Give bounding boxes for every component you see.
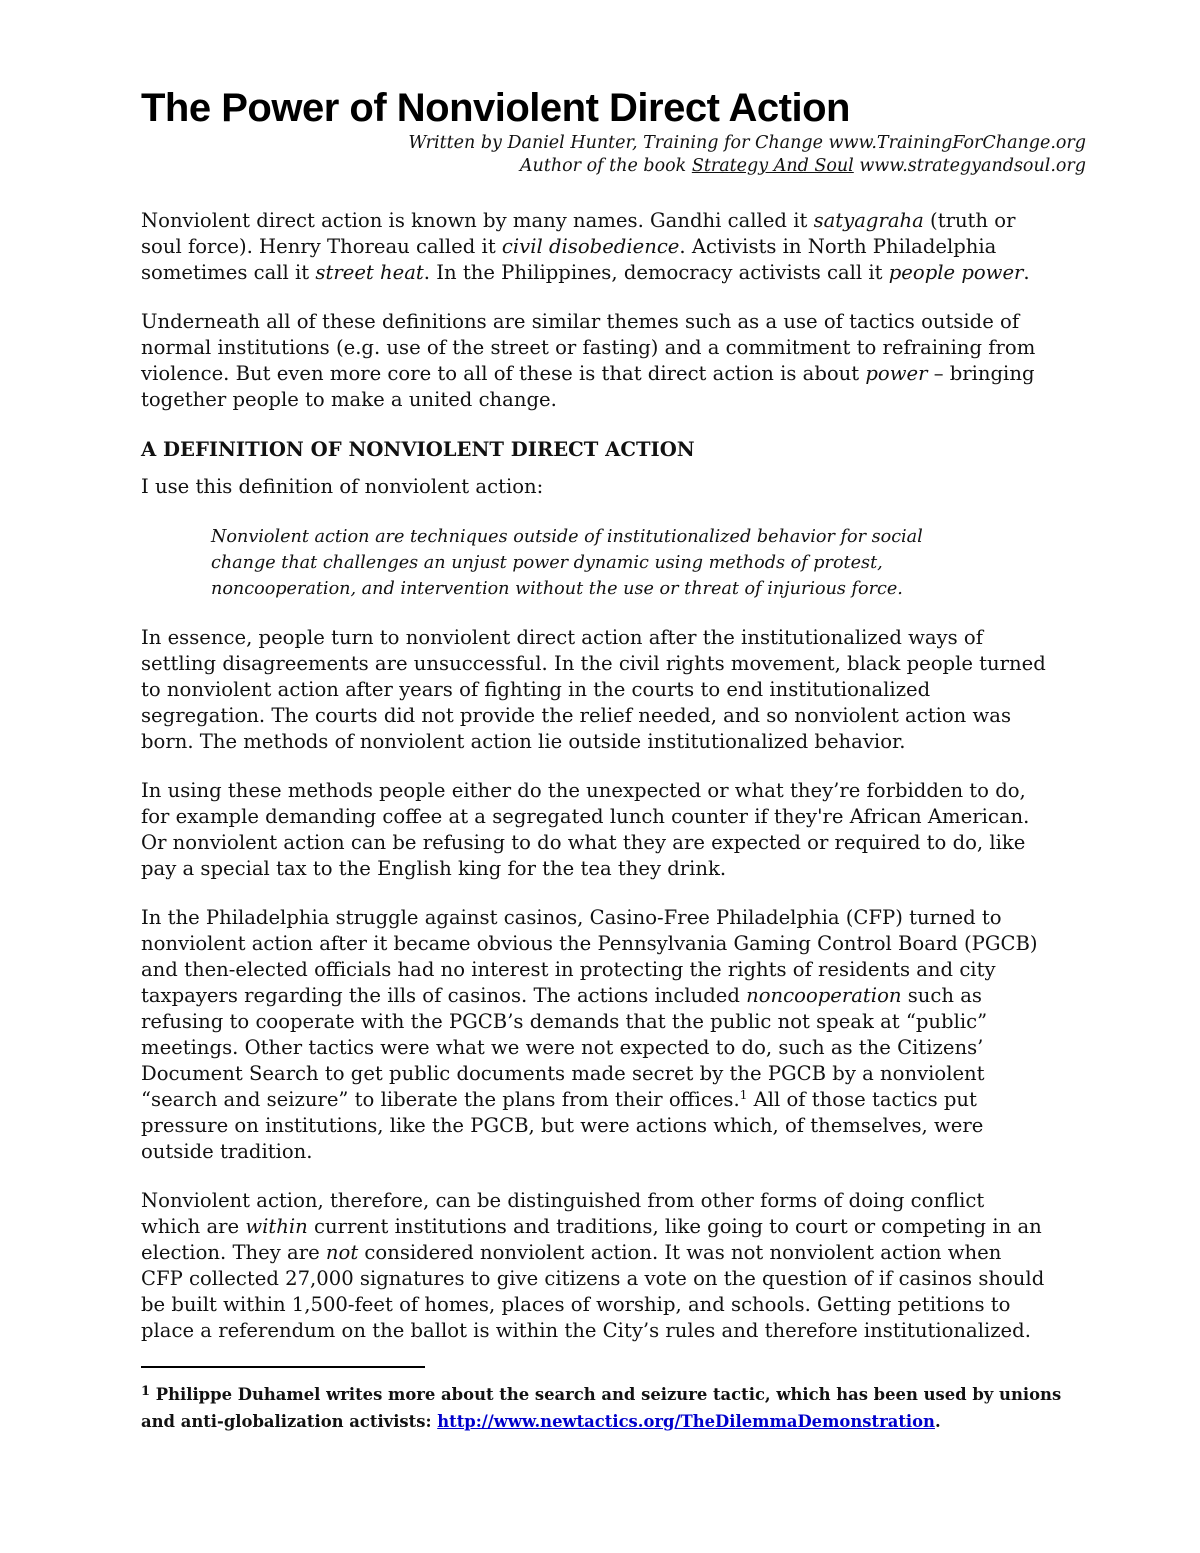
footnote-link[interactable]: http://www.newtactics.org/TheDilemmaDemonstration <box>437 1412 935 1431</box>
footnote: $^1$ Philippe Duhamel writes more about the search and seizure tactic, which has been used by unions and anti-globalization activists: http://www.newtactics.org/TheDilemmaDemonstration. <box>141 1384 1062 1431</box>
byline <box>141 132 1086 178</box>
definition-quote: Nonviolent action are techniques outside of institutionalized behavior for social change that challenges an unjust power dynamic using methods of protest, noncooperation, and intervention without the use or threat of injurious force. <box>211 527 923 599</box>
footnote-reference[interactable]: 1 <box>739 1088 748 1102</box>
paragraph-methods: In using these methods people either do the unexpected or what they’re forbidden to do, for example demanding coffee at a segregated lunch counter if they're African American. Or nonviolent action can be refusing to do what they are expected or required to do, like pay a special tax to the English king for the tea they drink. <box>141 779 1030 880</box>
document-title: The Power of Nonviolent Direct Action <box>141 86 850 130</box>
footnote-number: 1 <box>141 1384 151 1399</box>
byline-author: Written by Daniel Hunter, Training for Change www.TrainingForChange.org <box>408 133 1086 153</box>
book-title: Strategy And Soul <box>691 156 854 176</box>
paragraph-distinguished: Nonviolent action, therefore, can be distinguished from other forms of doing conflict which are within current institutions and traditions, like going to court or competing in an election. They are not considered nonviolent action. It was not nonviolent action when CFP collected 27,000 signatures to give citizens a vote on the question of if casinos should be built within 1,500-feet of homes, places of worship, and schools. Getting petitions to place a referendum on the ballot is within the City’s rules and therefore institutionalized. <box>141 1189 1045 1342</box>
paragraph-philadelphia: In the Philadelphia struggle against casinos, Casino-Free Philadelphia (CFP) turned to nonviolent action after it became obvious the Pennsylvania Gaming Control Board (PGCB) and then-elected officials had no interest in protecting the rights of residents and city taxpayers regarding the ills of casinos. The actions included noncooperation such as refusing to cooperate with the PGCB’s demands that the public not speak at “public” meetings. Other tactics were what we were not expected to do, such as the Citizens’ Document Search to get public documents made secret by the PGCB by a nonviolent “search and seizure” to liberate the plans from their offices.$^1$ All of those tactics put pressure on institutions, like the PGCB, but were actions which, of themselves, were outside tradition. <box>141 906 1038 1163</box>
paragraph-definition-intro: I use this definition of nonviolent action: <box>141 475 544 498</box>
footnote-divider <box>141 1366 425 1368</box>
section-heading: A DEFINITION OF NONVIOLENT DIRECT ACTION <box>141 438 695 461</box>
paragraph-essence: In essence, people turn to nonviolent direct action after the institutionalized ways of settling disagreements are unsuccessful. In the civil rights movement, black people turned to nonviolent action after years of fighting in the courts to end institutionalized segregation. The courts did not provide the relief needed, and so nonviolent action was born. The methods of nonviolent action lie outside institutionalized behavior. <box>141 626 1046 753</box>
document-page <box>141 84 1086 1435</box>
paragraph-names: Nonviolent direct action is known by many names. Gandhi called it satyagraha (truth or soul force). Henry Thoreau called it civil disobedience. Activists in North Philadelphia sometimes call it street heat. In the Philippines, democracy activists call it people power. <box>141 209 1030 284</box>
byline-book: Author of the book Strategy And Soul www.strategyandsoul.org <box>519 156 1086 176</box>
paragraph-themes: Underneath all of these definitions are similar themes such as a use of tactics outside of normal institutions (e.g. use of the street or fasting) and a commitment to refraining from violence. But even more core to all of these is that direct action is about power – bringing together people to make a united change. <box>141 310 1036 411</box>
